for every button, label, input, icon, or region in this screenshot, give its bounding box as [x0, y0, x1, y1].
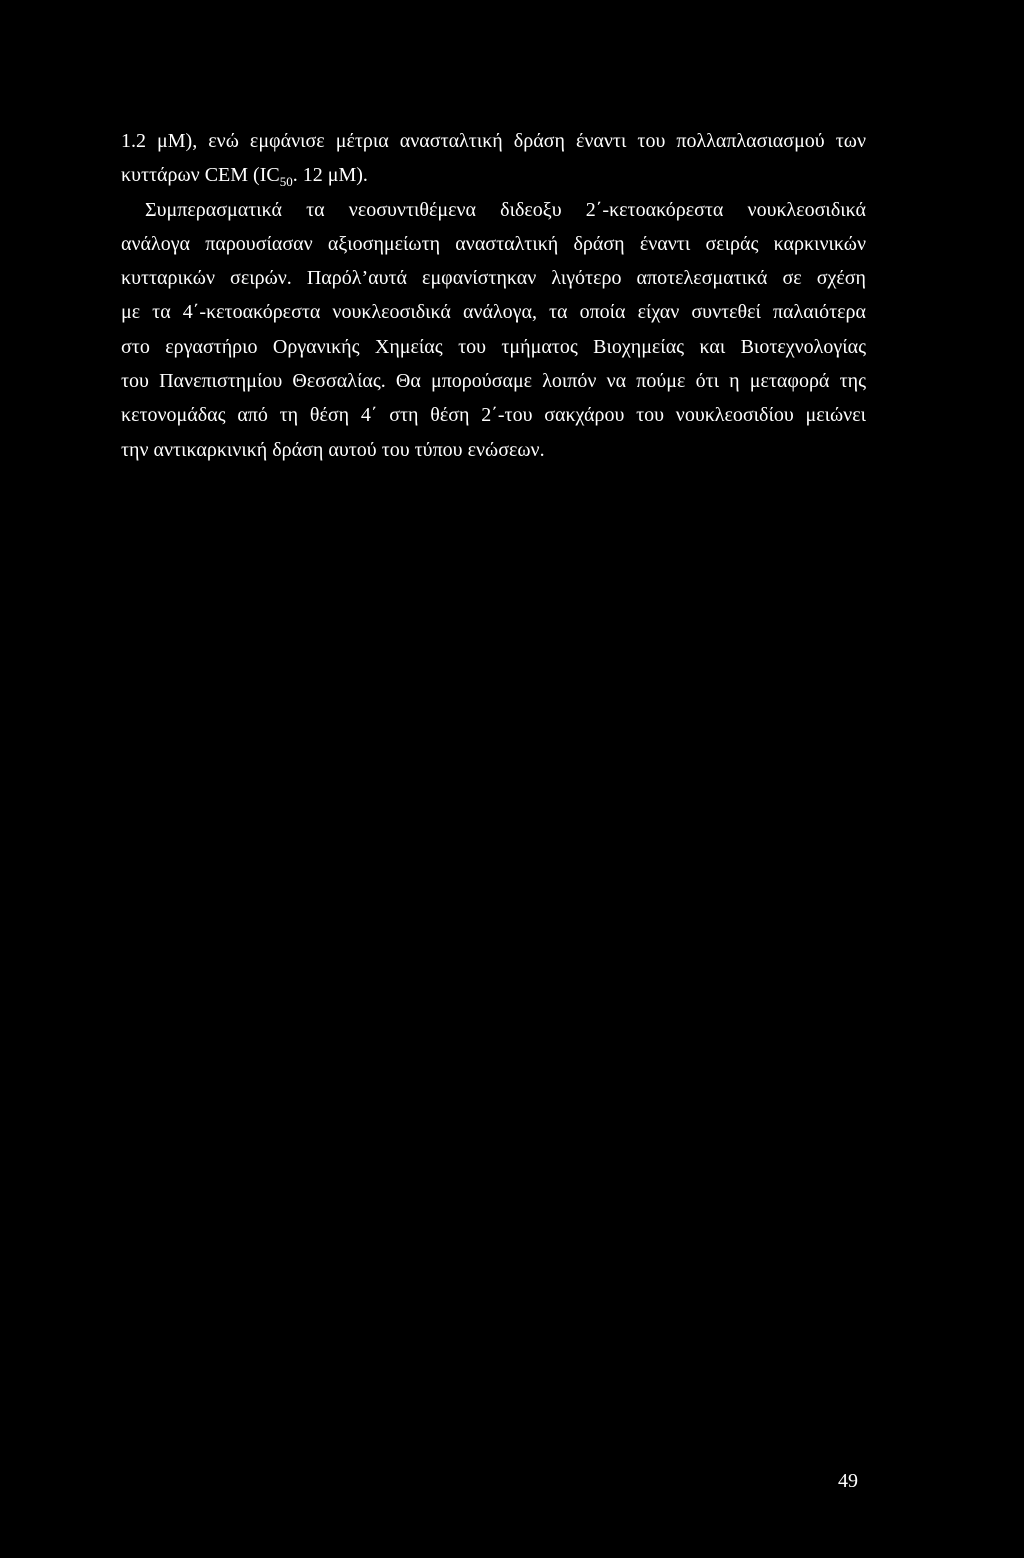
text-line-2-start: κυττάρων CEM (IC: [121, 164, 280, 187]
subscript-50: 50: [279, 174, 293, 190]
text-line-5: κυτταρικών σειρών. Παρόλ’αυτά εμφανίστηκαν λιγότερο αποτελεσματικά σε σχέση: [121, 267, 866, 290]
text-line-6: με τα 4΄-κετοακόρεστα νουκλεοσιδικά ανάλογα, τα οποία είχαν συντεθεί παλαιότερα: [121, 301, 866, 324]
text-line-8: του Πανεπιστημίου Θεσσαλίας. Θα μπορούσαμε λοιπόν να πούμε ότι η μεταφορά της: [121, 370, 866, 393]
text-line-3: Συμπερασματικά τα νεοσυντιθέμενα διδεοξυ 2΄-κετοακόρεστα νουκλεοσιδικά: [145, 198, 866, 221]
body-text: [121, 124, 866, 467]
page-number: 49: [838, 1470, 858, 1492]
text-line-9: κετονομάδας από τη θέση 4΄ στη θέση 2΄-του σακχάρου του νουκλεοσιδίου μειώνει: [121, 404, 866, 427]
text-line-1: 1.2 μΜ), ενώ εμφάνισε μέτρια ανασταλτική δράση έναντι του πολλαπλασιασμού των: [121, 130, 866, 152]
text-line-2: [121, 158, 866, 192]
text-line-2-end: . 12 μΜ).: [292, 164, 368, 187]
text-line-4: ανάλογα παρουσίασαν αξιοσημείωτη ανασταλτική δράση έναντι σειράς καρκινικών: [121, 232, 866, 255]
text-line-7: στο εργαστήριο Οργανικής Χημείας του τμήματος Βιοχημείας και Βιοτεχνολογίας: [121, 335, 866, 358]
text-line-10: την αντικαρκινική δράση αυτού του τύπου ενώσεων.: [121, 438, 545, 461]
